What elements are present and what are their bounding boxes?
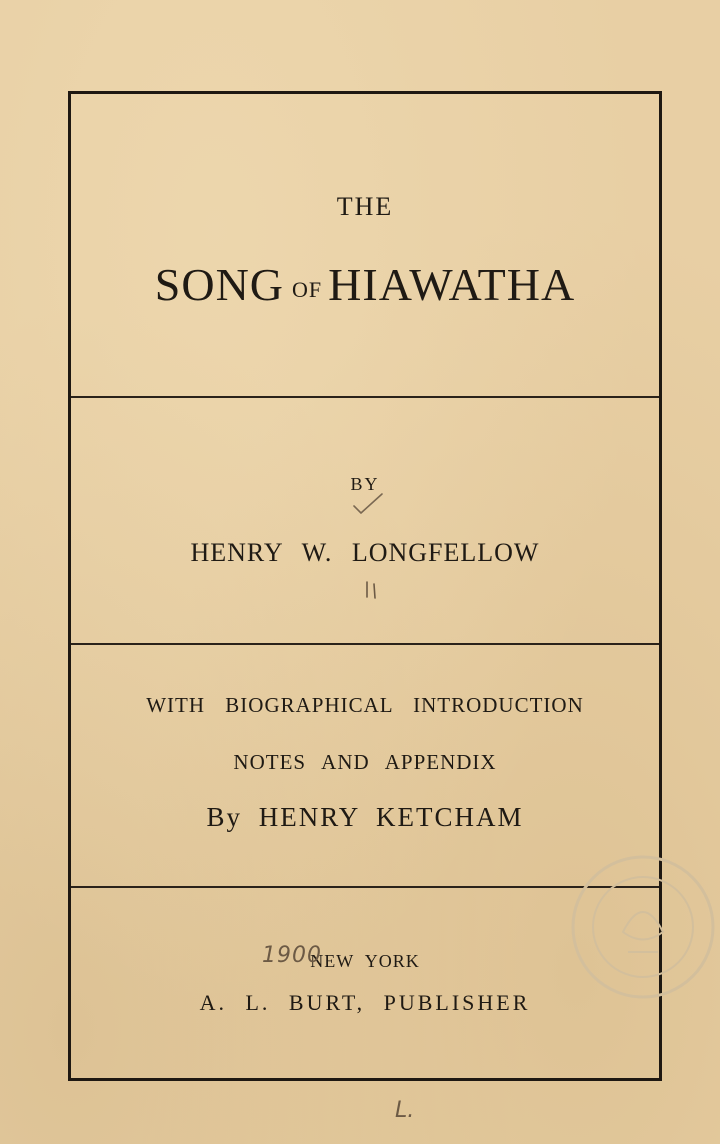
book-title-of: OF [292,277,323,302]
author-name: HENRY W. LONGFELLOW [190,538,540,567]
by-label: BY [350,474,380,494]
title-article: THE [336,192,394,221]
divider-rule-1 [71,396,659,398]
introduction-line-1: WITH BIOGRAPHICAL INTRODUCTION [146,693,584,717]
pencil-tick-marks-icon [364,580,378,600]
editor-by-prefix: By [206,802,242,832]
handwritten-year: 1900 [262,943,322,968]
introduction-line-2: NOTES AND APPENDIX [233,750,497,774]
publisher-name: A. L. BURT, PUBLISHER [199,990,531,1015]
library-stamp-seal-icon [568,852,718,1002]
editor-name: HENRY KETCHAM [258,802,524,832]
divider-rule-2 [71,643,659,645]
check-mark-icon [352,492,384,516]
book-title-word-2: HIAWATHA [328,259,576,310]
book-title-word-1: SONG [154,259,285,310]
publication-place: NEW YORK [310,951,420,971]
book-title [71,259,659,310]
editor-credit [71,804,659,831]
handwritten-initial: L. [395,1098,415,1123]
